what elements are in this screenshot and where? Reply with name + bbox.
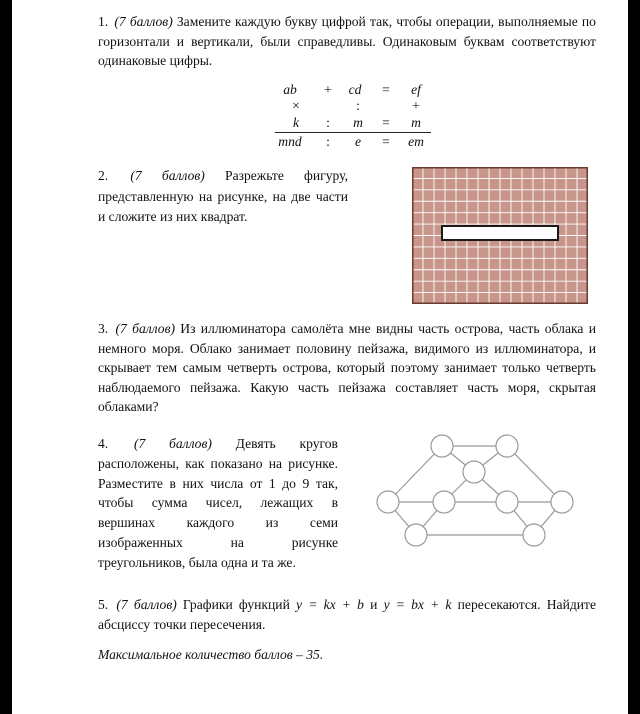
circle-node: [463, 461, 485, 483]
edge: [388, 446, 442, 502]
circle-node: [496, 491, 518, 513]
circle-node: [551, 491, 573, 513]
eq-r1-c3: ef: [411, 82, 421, 97]
problem-4-number: 4.: [98, 436, 109, 451]
problem-3-text: Из иллюминатора самолёта мне видны часть острова, часть облака и немного моря. Облако занимает половину пейзажа, видимого из иллюминатора, и скрывает тем самым четверть острова, который поэтому занимает только четверть наблюдаемого пейзажа. Какую часть пейзажа составляет часть моря, скрытая облаками?: [98, 321, 596, 415]
problem-4-text: Девять кругов расположены, как показано на рисунке. Разместите в них числа от 1 до 9 так, чтобы сумма чисел, лежащих в вершинах каждого из семи изображенных на рисунке треугольников, была одна и та же.: [98, 436, 338, 570]
problem-1: [98, 12, 596, 71]
problem-2: [98, 166, 348, 228]
problem-5-text-before: Графики функций: [182, 597, 290, 612]
problem-1-text: Замените каждую букву цифрой так, чтобы операции, выполняемые по горизонтали и вертикали, были справедливы. Одинаковым буквам соответствуют одинаковые цифры.: [98, 14, 596, 69]
circle-node: [405, 524, 427, 546]
eq-r3-op2: =: [382, 115, 390, 130]
eq-r4-op2: =: [382, 134, 390, 149]
worksheet-page: [12, 0, 628, 714]
grid-figure: [412, 167, 588, 304]
diagram-circles: [377, 435, 573, 546]
eq-r1-c2: cd: [348, 82, 362, 97]
problem-5-points: (7 баллов): [116, 597, 177, 612]
problem-5-number: 5.: [98, 597, 109, 612]
eq-divider: [275, 132, 431, 133]
problem-4: [98, 434, 338, 573]
eq-r1-op1: +: [324, 82, 332, 97]
eq-r2-c3: +: [412, 98, 420, 113]
grid-figure-svg: [412, 167, 588, 304]
problem-3-points: (7 баллов): [115, 321, 175, 336]
diagram-edges: [388, 446, 562, 535]
problem-3-number: 3.: [98, 321, 109, 336]
eq-r3-c2: m: [353, 115, 363, 130]
problem-1-number: 1.: [98, 14, 109, 29]
circle-node: [496, 435, 518, 457]
problem-2-points: (7 баллов): [130, 168, 205, 183]
eq-r3-c1: k: [292, 115, 300, 130]
eq-r1-op2: =: [382, 82, 390, 97]
eq-r4-c2: e: [354, 134, 362, 149]
cryptarithm: [267, 82, 437, 152]
circles-diagram-svg: [368, 432, 576, 554]
problem-2-text: Разрежьте фигуру, представленную на рисунке, на две части и сложите из них квадрат.: [98, 168, 348, 224]
grid-slot: [442, 226, 558, 240]
eq-r3-op1: :: [326, 115, 330, 130]
circles-diagram: [368, 432, 576, 554]
circle-node: [431, 435, 453, 457]
circle-node: [377, 491, 399, 513]
max-points-note: Максимальное количество баллов – 35.: [98, 647, 324, 662]
problem-5-between: и: [370, 597, 378, 612]
edge: [507, 446, 562, 502]
problem-5-function-2: y = bx + k: [383, 597, 452, 612]
problem-5-text-after: пересекаются. Найдите абсциссу точки пересечения.: [98, 597, 597, 632]
eq-r4-c3: em: [408, 134, 424, 149]
circle-node: [523, 524, 545, 546]
eq-r2-c2: :: [356, 98, 360, 113]
eq-r4-op1: :: [326, 134, 330, 149]
problem-1-points: (7 баллов): [114, 14, 173, 29]
problem-2-number: 2.: [98, 168, 109, 183]
problem-5: [98, 595, 596, 634]
eq-r2-c1: ×: [292, 98, 300, 113]
eq-r1-c1: ab: [283, 82, 297, 97]
circle-node: [433, 491, 455, 513]
problem-4-points: (7 баллов): [133, 436, 212, 451]
problem-5-function-1: y = kx + b: [296, 597, 364, 612]
eq-r4-c1: mnd: [278, 134, 302, 149]
problem-3: [98, 319, 596, 417]
eq-r3-c3: m: [411, 115, 421, 130]
